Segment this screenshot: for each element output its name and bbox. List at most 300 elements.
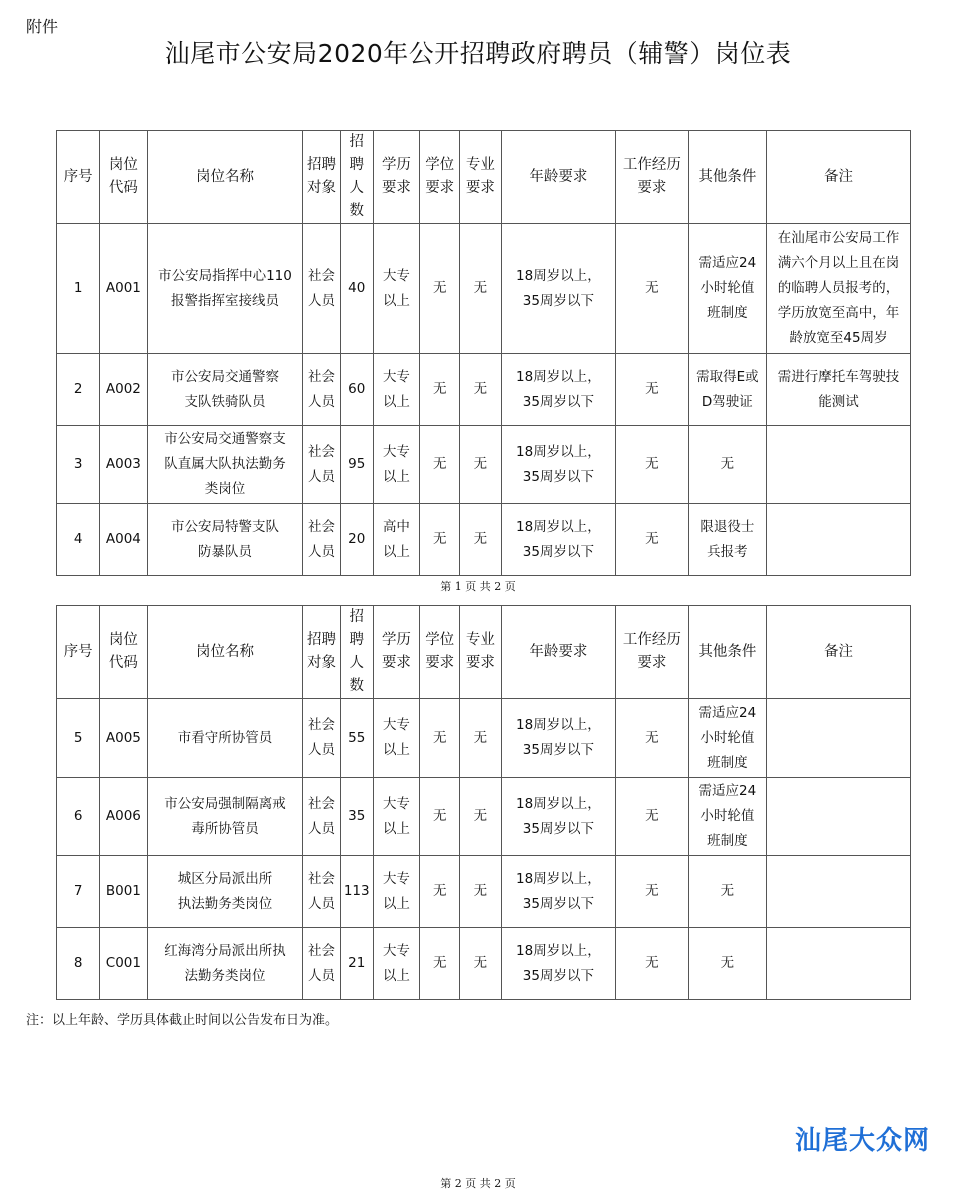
cell-name xyxy=(147,699,303,778)
col-other xyxy=(688,606,766,699)
target-line-1: 社会 xyxy=(308,368,336,385)
cell-target xyxy=(303,354,340,426)
col-seq xyxy=(57,131,100,224)
other-line-3: 班制度 xyxy=(707,305,748,321)
other-line-2: 小时轮值 xyxy=(700,729,755,746)
age-line-2: 35周岁以下 xyxy=(522,967,594,984)
edu-line-1: 高中 xyxy=(382,518,410,535)
cell-edu xyxy=(373,224,419,354)
col-edu-line-2: 要求 xyxy=(381,180,411,196)
cell-note xyxy=(767,699,911,778)
code-value: C001 xyxy=(105,955,141,971)
table-row xyxy=(57,354,911,426)
cell-degree xyxy=(420,426,460,504)
seq-value: 5 xyxy=(73,729,83,746)
col-age-label: 年龄要求 xyxy=(529,168,588,185)
cell-seq xyxy=(57,354,100,426)
name-line-2: 防暴队员 xyxy=(197,543,252,560)
edu-line-2: 以上 xyxy=(382,543,410,560)
target-line-1: 社会 xyxy=(308,870,336,887)
cell-edu xyxy=(373,504,419,576)
col-edu xyxy=(373,131,419,224)
target-line-2: 人员 xyxy=(308,895,336,912)
cell-target xyxy=(303,699,340,778)
cell-age xyxy=(501,354,616,426)
col-count xyxy=(340,131,373,224)
target-line-2: 人员 xyxy=(308,393,336,410)
major-value: 无 xyxy=(473,955,488,971)
target-line-1: 社会 xyxy=(308,795,336,812)
seq-value: 4 xyxy=(73,531,83,547)
exp-value: 无 xyxy=(645,955,659,971)
name-line-1: 市公安局交通警察 xyxy=(170,368,279,385)
seq-value: 3 xyxy=(73,456,83,472)
page-title: 汕尾市公安局2020年公开招聘政府聘员（辅警）岗位表 xyxy=(164,39,792,68)
table-row xyxy=(57,224,911,354)
col-edu-line-1: 学历 xyxy=(381,157,411,173)
name-line-3: 类岗位 xyxy=(204,481,246,497)
other-line-3: 班制度 xyxy=(707,754,748,771)
note-line-1: 需进行摩托车驾驶技 xyxy=(777,368,900,385)
cell-other xyxy=(688,504,766,576)
exp-value: 无 xyxy=(645,381,659,397)
cell-seq xyxy=(57,426,100,504)
col-note-label: 备注 xyxy=(824,643,854,660)
cell-code xyxy=(100,778,147,856)
age-line-1: 18周岁以上， xyxy=(516,443,601,460)
other-line-2: 兵报考 xyxy=(707,543,748,560)
major-value: 无 xyxy=(473,729,488,746)
col-seq-label: 序号 xyxy=(63,168,93,185)
cell-name xyxy=(147,354,303,426)
code-value: A002 xyxy=(105,381,141,397)
col-note xyxy=(767,131,911,224)
cell-count xyxy=(340,778,373,856)
cell-count xyxy=(340,504,373,576)
col-target-line-1: 招聘 xyxy=(307,632,337,648)
cell-note xyxy=(767,426,911,504)
edu-line-1: 大专 xyxy=(382,795,410,812)
target-line-2: 人员 xyxy=(308,468,336,485)
degree-value: 无 xyxy=(432,456,447,472)
code-value: A001 xyxy=(105,280,141,296)
name-line-1: 市公安局强制隔离戒 xyxy=(164,795,286,812)
cell-major xyxy=(460,426,501,504)
col-seq-label: 序号 xyxy=(63,643,93,660)
cell-note xyxy=(767,856,911,928)
cell-age xyxy=(501,426,616,504)
cell-degree xyxy=(420,224,460,354)
other-line-1: 需适应24 xyxy=(698,783,757,799)
site-watermark: 汕尾大众网 xyxy=(794,1126,930,1156)
seq-value: 2 xyxy=(73,381,83,397)
cell-edu xyxy=(373,699,419,778)
cell-exp xyxy=(616,778,688,856)
col-target-line-1: 招聘 xyxy=(307,157,337,173)
edu-line-2: 以上 xyxy=(382,292,410,309)
col-exp xyxy=(616,606,688,699)
cell-exp xyxy=(616,354,688,426)
cell-code xyxy=(100,224,147,354)
name-line-1: 市公安局交通警察支 xyxy=(164,431,286,447)
cell-degree xyxy=(420,778,460,856)
page-number-1: 第 1 页 共 2 页 xyxy=(440,580,516,593)
col-major xyxy=(460,606,501,699)
cell-note xyxy=(767,928,911,1000)
edu-line-2: 以上 xyxy=(382,393,410,410)
cell-major xyxy=(460,856,501,928)
edu-line-2: 以上 xyxy=(382,895,410,912)
edu-line-1: 大专 xyxy=(382,368,410,385)
cell-other xyxy=(688,856,766,928)
cell-code xyxy=(100,426,147,504)
col-edu xyxy=(373,606,419,699)
cell-age xyxy=(501,778,616,856)
age-line-1: 18周岁以上， xyxy=(516,267,601,284)
cell-count xyxy=(340,224,373,354)
degree-value: 无 xyxy=(432,531,447,547)
cell-major xyxy=(460,928,501,1000)
cell-code xyxy=(100,354,147,426)
major-value: 无 xyxy=(473,381,488,397)
cell-target xyxy=(303,856,340,928)
cell-name xyxy=(147,778,303,856)
cell-major xyxy=(460,699,501,778)
positions-table-page-1 xyxy=(56,130,911,576)
count-value: 113 xyxy=(343,883,370,899)
age-line-2: 35周岁以下 xyxy=(522,742,594,758)
target-line-1: 社会 xyxy=(308,443,336,460)
col-major xyxy=(460,131,501,224)
cell-note xyxy=(767,778,911,856)
exp-value: 无 xyxy=(645,280,659,296)
col-code-line-1: 岗位 xyxy=(108,157,138,173)
col-code-line-1: 岗位 xyxy=(108,632,138,648)
other-line-2: D驾驶证 xyxy=(701,393,753,410)
code-value: A003 xyxy=(105,456,141,472)
cell-target xyxy=(303,224,340,354)
col-age-label: 年龄要求 xyxy=(529,643,588,660)
col-degree xyxy=(420,131,460,224)
cell-count xyxy=(340,354,373,426)
edu-line-1: 大专 xyxy=(382,870,410,887)
cell-code xyxy=(100,504,147,576)
age-line-2: 35周岁以下 xyxy=(522,895,594,912)
cell-code xyxy=(100,699,147,778)
cell-degree xyxy=(420,699,460,778)
table-row xyxy=(57,856,911,928)
edu-line-1: 大专 xyxy=(382,717,410,733)
col-major-line-2: 要求 xyxy=(465,180,495,196)
attachment-label: 附件 xyxy=(26,17,59,36)
cell-major xyxy=(460,504,501,576)
col-major-line-2: 要求 xyxy=(465,655,495,671)
cell-count xyxy=(340,856,373,928)
col-exp-line-1: 工作经历 xyxy=(622,157,681,173)
cell-degree xyxy=(420,928,460,1000)
major-value: 无 xyxy=(473,808,488,824)
cell-other xyxy=(688,699,766,778)
code-value: A005 xyxy=(105,729,141,746)
cell-seq xyxy=(57,778,100,856)
edu-line-2: 以上 xyxy=(382,742,410,758)
cell-edu xyxy=(373,426,419,504)
note-line-2: 满六个月以上且在岗 xyxy=(777,255,900,271)
age-line-1: 18周岁以上， xyxy=(516,368,601,385)
col-target xyxy=(303,606,340,699)
cell-edu xyxy=(373,354,419,426)
name-line-1: 市看守所协管员 xyxy=(177,729,273,746)
cell-edu xyxy=(373,928,419,1000)
target-line-1: 社会 xyxy=(308,518,336,535)
col-major-line-1: 专业 xyxy=(465,632,495,648)
col-seq xyxy=(57,606,100,699)
col-exp-line-2: 要求 xyxy=(637,655,667,671)
name-line-1: 市公安局特警支队 xyxy=(170,518,279,535)
degree-value: 无 xyxy=(432,883,447,899)
cell-other xyxy=(688,354,766,426)
cell-count xyxy=(340,928,373,1000)
age-line-2: 35周岁以下 xyxy=(522,543,594,560)
count-value: 20 xyxy=(348,531,366,547)
name-line-1: 红海湾分局派出所执 xyxy=(164,942,286,959)
cell-target xyxy=(303,504,340,576)
edu-line-2: 以上 xyxy=(382,468,410,485)
count-value: 21 xyxy=(348,955,366,971)
cell-name xyxy=(147,856,303,928)
cell-seq xyxy=(57,928,100,1000)
cell-name xyxy=(147,504,303,576)
major-value: 无 xyxy=(473,531,488,547)
note-line-4: 学历放宽至高中，年 xyxy=(777,305,900,321)
cell-other xyxy=(688,224,766,354)
col-note xyxy=(767,606,911,699)
col-target-line-2: 对象 xyxy=(307,180,337,196)
note-line-2: 能测试 xyxy=(818,393,859,410)
count-value: 60 xyxy=(348,381,366,397)
footnote: 注：以上年龄、学历具体截止时间以公告发布日为准。 xyxy=(26,1013,339,1028)
cell-name xyxy=(147,426,303,504)
edu-line-1: 大专 xyxy=(382,443,410,460)
target-line-2: 人员 xyxy=(308,820,336,837)
cell-seq xyxy=(57,699,100,778)
edu-line-2: 以上 xyxy=(382,967,410,984)
cell-exp xyxy=(616,224,688,354)
age-line-1: 18周岁以上， xyxy=(516,870,601,887)
age-line-1: 18周岁以上， xyxy=(516,717,601,733)
note-line-3: 的临聘人员报考的， xyxy=(777,280,900,296)
col-note-label: 备注 xyxy=(824,168,854,185)
cell-exp xyxy=(616,699,688,778)
col-count-line-1: 招聘 xyxy=(349,134,364,173)
col-degree xyxy=(420,606,460,699)
table-row xyxy=(57,778,911,856)
cell-age xyxy=(501,224,616,354)
cell-target xyxy=(303,426,340,504)
cell-note xyxy=(767,354,911,426)
other-line-1: 需适应24 xyxy=(698,255,757,271)
cell-major xyxy=(460,778,501,856)
target-line-2: 人员 xyxy=(308,543,336,560)
age-line-2: 35周岁以下 xyxy=(522,292,594,309)
code-value: A004 xyxy=(105,531,141,547)
col-edu-line-2: 要求 xyxy=(381,655,411,671)
col-target xyxy=(303,131,340,224)
major-value: 无 xyxy=(473,883,488,899)
edu-line-1: 大专 xyxy=(382,267,410,284)
seq-value: 8 xyxy=(73,955,83,971)
name-line-2: 队直属大队执法勤务 xyxy=(164,456,286,472)
edu-line-2: 以上 xyxy=(382,820,410,837)
cell-seq xyxy=(57,504,100,576)
name-line-2: 报警指挥室接线员 xyxy=(170,292,279,309)
cell-degree xyxy=(420,354,460,426)
note-line-5: 龄放宽至45周岁 xyxy=(789,330,888,346)
col-age xyxy=(501,606,616,699)
cell-age xyxy=(501,928,616,1000)
col-degree-line-1: 学位 xyxy=(425,632,455,648)
cell-other xyxy=(688,426,766,504)
table-row xyxy=(57,928,911,1000)
major-value: 无 xyxy=(473,456,488,472)
cell-target xyxy=(303,928,340,1000)
cell-exp xyxy=(616,504,688,576)
col-count-line-1: 招聘 xyxy=(349,609,364,648)
table-row xyxy=(57,699,911,778)
col-degree-line-2: 要求 xyxy=(425,655,455,671)
col-exp xyxy=(616,131,688,224)
col-major-line-1: 专业 xyxy=(465,157,495,173)
col-other xyxy=(688,131,766,224)
degree-value: 无 xyxy=(432,729,447,746)
cell-age xyxy=(501,504,616,576)
name-line-1: 市公安局指挥中心110 xyxy=(158,267,292,284)
header-row xyxy=(57,606,911,699)
col-count-line-2: 人数 xyxy=(349,655,364,694)
header-row xyxy=(57,131,911,224)
name-line-2: 法勤务类岗位 xyxy=(184,967,266,984)
cell-edu xyxy=(373,856,419,928)
cell-code xyxy=(100,928,147,1000)
edu-line-1: 大专 xyxy=(382,942,410,959)
cell-note xyxy=(767,224,911,354)
name-line-1: 城区分局派出所 xyxy=(177,870,273,887)
degree-value: 无 xyxy=(432,808,447,824)
exp-value: 无 xyxy=(645,456,659,472)
count-value: 55 xyxy=(348,729,366,746)
age-line-2: 35周岁以下 xyxy=(522,468,594,485)
table-row xyxy=(57,504,911,576)
major-value: 无 xyxy=(473,280,488,296)
col-name xyxy=(147,131,303,224)
degree-value: 无 xyxy=(432,280,447,296)
age-line-1: 18周岁以上， xyxy=(516,942,601,959)
target-line-2: 人员 xyxy=(308,967,336,984)
cell-seq xyxy=(57,856,100,928)
cell-edu xyxy=(373,778,419,856)
other-line-1: 无 xyxy=(720,883,735,899)
col-edu-line-1: 学历 xyxy=(381,632,411,648)
col-degree-line-1: 学位 xyxy=(425,157,455,173)
cell-seq xyxy=(57,224,100,354)
col-code xyxy=(100,131,147,224)
cell-count xyxy=(340,426,373,504)
cell-exp xyxy=(616,856,688,928)
other-line-1: 无 xyxy=(720,955,735,971)
age-line-2: 35周岁以下 xyxy=(522,820,594,837)
name-line-2: 支队铁骑队员 xyxy=(184,393,266,410)
other-line-1: 需适应24 xyxy=(698,704,757,721)
cell-major xyxy=(460,354,501,426)
name-line-2: 执法勤务类岗位 xyxy=(177,895,273,912)
other-line-3: 班制度 xyxy=(707,833,748,849)
cell-exp xyxy=(616,426,688,504)
col-name-label: 岗位名称 xyxy=(195,643,254,660)
age-line-2: 35周岁以下 xyxy=(522,393,594,410)
other-line-1: 需取得E或 xyxy=(696,368,759,385)
cell-name xyxy=(147,224,303,354)
age-line-1: 18周岁以上， xyxy=(516,518,601,535)
col-exp-line-2: 要求 xyxy=(637,180,667,196)
cell-age xyxy=(501,699,616,778)
note-line-1: 在汕尾市公安局工作 xyxy=(777,230,900,246)
cell-age xyxy=(501,856,616,928)
table-row xyxy=(57,426,911,504)
degree-value: 无 xyxy=(432,955,447,971)
degree-value: 无 xyxy=(432,381,447,397)
age-line-1: 18周岁以上， xyxy=(516,795,601,812)
other-line-1: 无 xyxy=(720,456,735,472)
seq-value: 6 xyxy=(73,808,83,824)
col-code xyxy=(100,606,147,699)
seq-value: 1 xyxy=(73,280,83,296)
col-target-line-2: 对象 xyxy=(307,655,337,671)
target-line-1: 社会 xyxy=(308,717,336,733)
positions-table-page-2 xyxy=(56,605,911,1000)
target-line-1: 社会 xyxy=(308,942,336,959)
col-other-label: 其他条件 xyxy=(698,643,757,660)
exp-value: 无 xyxy=(645,808,659,824)
count-value: 95 xyxy=(348,456,366,472)
col-age xyxy=(501,131,616,224)
other-line-2: 小时轮值 xyxy=(700,280,755,296)
cell-degree xyxy=(420,856,460,928)
cell-count xyxy=(340,699,373,778)
cell-exp xyxy=(616,928,688,1000)
seq-value: 7 xyxy=(73,883,83,899)
code-value: A006 xyxy=(105,808,141,824)
count-value: 35 xyxy=(348,808,366,824)
col-code-line-2: 代码 xyxy=(108,655,138,671)
col-other-label: 其他条件 xyxy=(698,168,757,185)
count-value: 40 xyxy=(348,280,366,296)
cell-major xyxy=(460,224,501,354)
cell-name xyxy=(147,928,303,1000)
col-exp-line-1: 工作经历 xyxy=(622,632,681,648)
target-line-1: 社会 xyxy=(308,267,336,284)
col-degree-line-2: 要求 xyxy=(425,180,455,196)
cell-code xyxy=(100,856,147,928)
name-line-2: 毒所协管员 xyxy=(191,820,259,837)
cell-other xyxy=(688,778,766,856)
cell-degree xyxy=(420,504,460,576)
code-value: B001 xyxy=(105,883,141,899)
cell-other xyxy=(688,928,766,1000)
target-line-2: 人员 xyxy=(308,742,336,758)
col-count-line-2: 人数 xyxy=(349,180,364,219)
other-line-2: 小时轮值 xyxy=(700,808,755,824)
col-name-label: 岗位名称 xyxy=(195,168,254,185)
